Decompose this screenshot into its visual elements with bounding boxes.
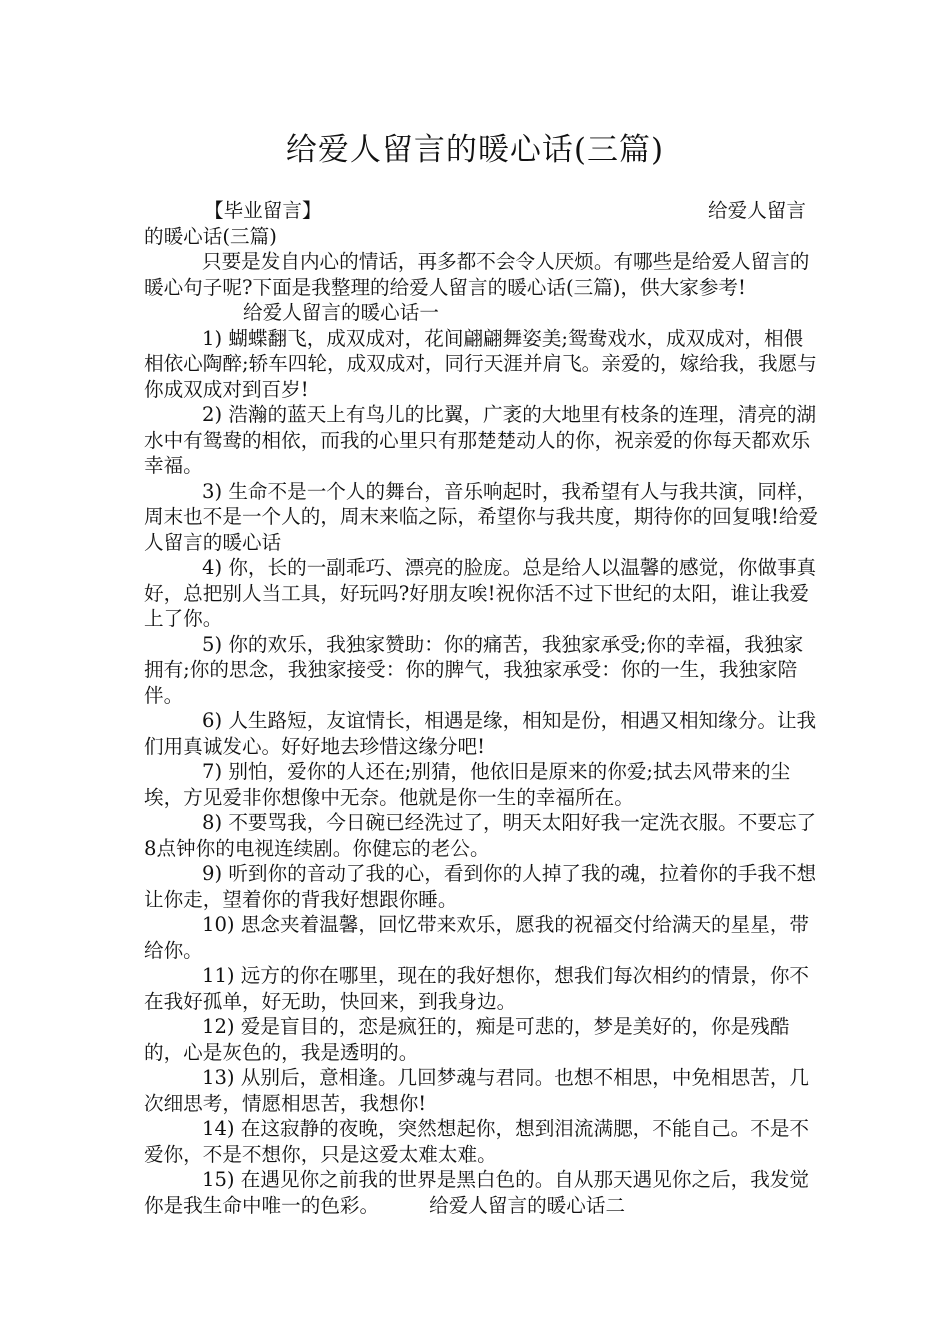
- list-item: 13) 从别后，意相逢。几回梦魂与君同。也想不相思，中免相思苦，几次细思考，情愿相思苦，我想你!: [144, 1066, 810, 1115]
- list-item: 14) 在这寂静的夜晚，突然想起你，想到泪流满腮，不能自己。不是不爱你，不是不想你，只是这爱太难太难。: [144, 1117, 810, 1166]
- list-item: 6) 人生路短，友谊情长，相遇是缘，相知是份，相遇又相知缘分。让我们用真诚发心。好好地去珍惜这缘分吧!: [144, 709, 817, 758]
- intro-paragraph: 只要是发自内心的情话，再多都不会令人厌烦。有哪些是给爱人留言的暖心句子呢?下面是我整理的给爱人留言的暖心话(三篇)，供大家参考!: [144, 250, 810, 299]
- list-item: 4) 你，长的一副乖巧、漂亮的脸庞。总是给人以温馨的感觉，你做事真好，总把别人当工具，好玩吗?好朋友唉!祝你活不过下世纪的太阳，谁让我爱上了你。: [144, 556, 817, 630]
- list-item-text: 15) 在遇见你之前我的世界是黑白色的。自从那天遇见你之后，我发觉你是我生命中唯一的色彩。: [144, 1168, 810, 1217]
- list-item: 8) 不要骂我，今日碗已经洗过了，明天太阳好我一定洗衣服。不要忘了8点钟你的电视连续剧。你健忘的老公。: [144, 811, 817, 860]
- list-item: 12) 爱是盲目的，恋是疯狂的，痴是可悲的，梦是美好的，你是残酷的，心是灰色的，我是透明的。: [144, 1015, 790, 1064]
- list-item: 1) 蝴蝶翻飞，成双成对，花间翩翩舞姿美;鸳鸯戏水，成双成对，相偎相依心陶醉;轿车四轮，成双成对，同行天涯并肩飞。亲爱的，嫁给我，我愿与你成双成对到百岁!: [144, 326, 817, 401]
- section2-heading: 给爱人留言的暖心话二: [429, 1193, 626, 1217]
- header-title-part1: 给爱人留言: [708, 199, 806, 222]
- list-item: 11) 远方的你在哪里，现在的我好想你，想我们每次相约的情景，你不在我好孤单，好无助，快回来，到我身边。: [144, 964, 810, 1013]
- header-title-part2: 的暖心话(三篇): [144, 224, 277, 248]
- list-item-last: [144, 1167, 819, 1218]
- document-title: 给爱人留言的暖心话(三篇): [285, 132, 665, 168]
- list-item: 5) 你的欢乐，我独家赞助：你的痛苦，我独家承受;你的幸福，我独家拥有;你的思念，我独家接受：你的脾气，我独家承受：你的一生，我独家陪伴。: [144, 632, 804, 707]
- list-item: 9) 听到你的音动了我的心，看到你的人掉了我的魂，拉着你的手我不想让你走，望着你的背我好想跟你睡。: [144, 862, 817, 911]
- list-item: 10) 思念夹着温馨，回忆带来欢乐，愿我的祝福交付给满天的星星，带给你。: [144, 913, 810, 962]
- category-tag: 【毕业留言】: [204, 199, 322, 222]
- section1-heading: 给爱人留言的暖心话一: [243, 301, 439, 324]
- list-item: 2) 浩瀚的蓝天上有鸟儿的比翼，广袤的大地里有枝条的连理，清亮的湖水中有鸳鸯的相依，而我的心里只有那楚楚动人的你，祝亲爱的你每天都欢乐幸福。: [144, 403, 817, 477]
- document-body: [144, 198, 819, 1218]
- list-item: 7) 别怕，爱你的人还在;别猜，他依旧是原来的你爱;拭去风带来的尘埃，方见爱非你想像中无奈。他就是你一生的幸福所在。: [144, 760, 791, 809]
- header-row: [144, 198, 819, 224]
- list-item: 3) 生命不是一个人的舞台，音乐响起时，我希望有人与我共演，同样，周末也不是一个人的，周末来临之际，希望你与我共度，期待你的回复哦!给爱人留言的暖心话: [144, 479, 819, 554]
